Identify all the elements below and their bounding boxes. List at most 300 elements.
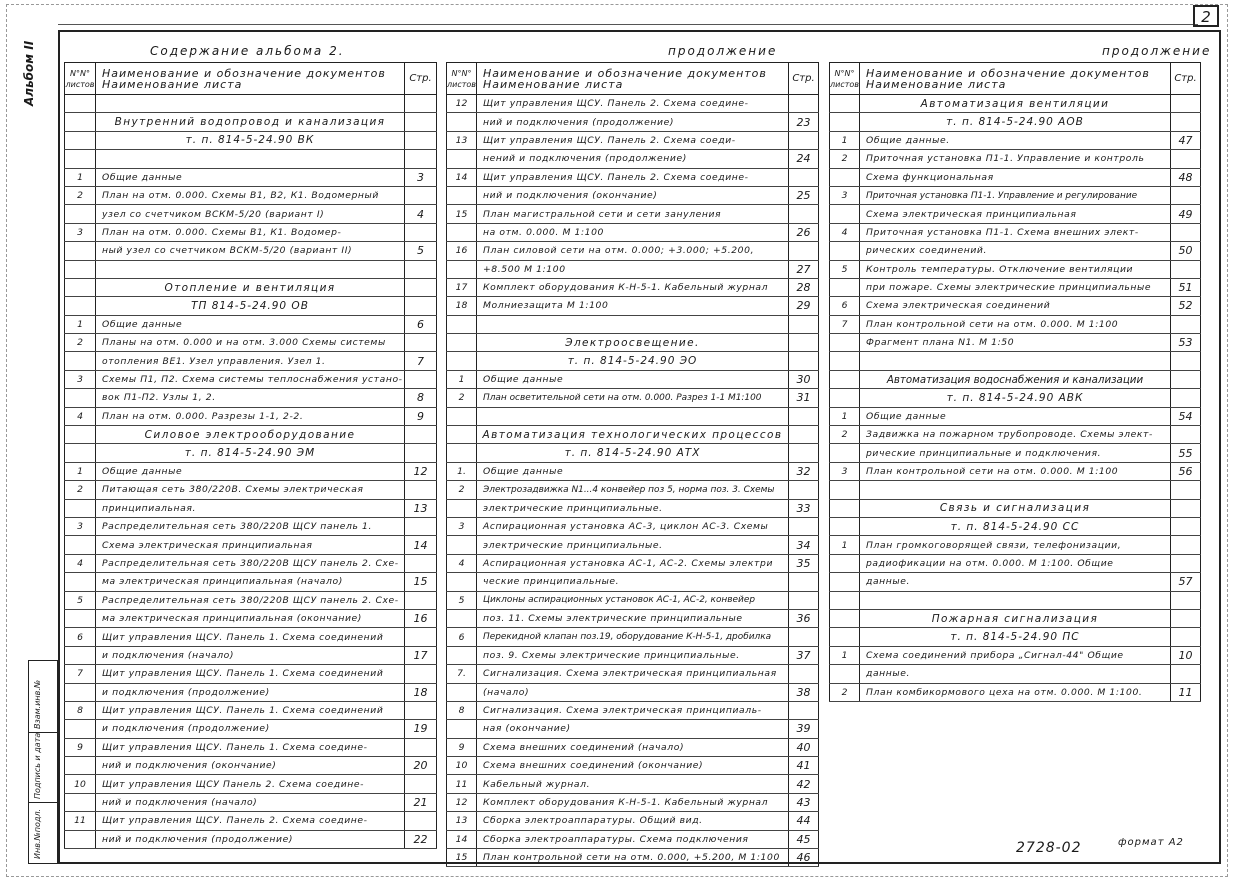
page-number-cell <box>405 775 437 793</box>
sheet-number-cell: 2 <box>447 481 477 499</box>
document-name-cell: и подключения (продолжение) <box>96 683 405 701</box>
page-number-cell <box>1171 315 1201 333</box>
page-number-cell <box>1171 554 1201 572</box>
table-row <box>830 444 1201 462</box>
document-name-cell: План на отм. 0.000. Схемы В1, К1. Водомер- <box>96 223 405 241</box>
document-name-cell <box>96 150 405 168</box>
table-row <box>447 628 819 646</box>
page-number-cell: 20 <box>405 757 437 775</box>
sheet-number-cell: 2 <box>830 150 860 168</box>
page-number-cell <box>405 554 437 572</box>
sheet-number-cell <box>65 757 96 775</box>
page-number-cell: 7 <box>405 352 437 370</box>
side-stamp-label: Взам.инв.№ <box>33 679 42 729</box>
sheet-number-cell <box>65 278 96 296</box>
sheet-number-cell <box>830 95 860 113</box>
page-number-cell: 27 <box>789 260 819 278</box>
table-row <box>65 462 437 480</box>
page-number-cell <box>789 701 819 719</box>
sheet-number-cell <box>447 315 477 333</box>
sheet-number-cell <box>830 278 860 296</box>
document-name-cell: Приточная установка П1-1. Схема внешних элект- <box>860 223 1171 241</box>
sheet-number-cell: 16 <box>447 242 477 260</box>
page-number-cell <box>1171 186 1201 204</box>
page-number-cell <box>405 665 437 683</box>
sheet-number-cell: 2 <box>447 389 477 407</box>
sheet-number-cell <box>447 573 477 591</box>
section-heading-cell: Автоматизация водоснабжения и канализации <box>860 370 1171 388</box>
table-row <box>447 444 819 462</box>
sheet-number-cell <box>447 186 477 204</box>
table-row <box>65 278 437 296</box>
table-row <box>65 389 437 407</box>
document-name-cell <box>860 591 1171 609</box>
album-label <box>18 40 40 110</box>
sheet-number-cell: 3 <box>65 223 96 241</box>
sheet-number-cell <box>830 481 860 499</box>
page-number-cell: 4 <box>405 205 437 223</box>
document-name-cell <box>96 95 405 113</box>
sheet-number-cell: 7 <box>830 315 860 333</box>
table-row <box>447 720 819 738</box>
sheet-number-cell <box>830 591 860 609</box>
side-stamp-cell <box>29 803 57 863</box>
table-row <box>830 168 1201 186</box>
sheet-number-cell: 12 <box>447 95 477 113</box>
page-number-cell <box>405 591 437 609</box>
table-row <box>65 407 437 425</box>
page-number-cell: 28 <box>789 278 819 296</box>
sheet-number-cell <box>447 260 477 278</box>
document-name-cell <box>477 315 789 333</box>
document-name-cell: Щит управления ЩСУ. Панель 2. Схема соедине- <box>96 812 405 830</box>
table-row <box>830 131 1201 149</box>
document-name-cell: Молниезащита М 1:100 <box>477 297 789 315</box>
page-number-cell <box>405 738 437 756</box>
sheet-number-cell: 5 <box>447 591 477 609</box>
document-name-cell: и подключения (продолжение) <box>96 720 405 738</box>
side-stamp-cell <box>29 661 57 733</box>
table-row <box>65 205 437 223</box>
header-sheet-number: N°N° листов <box>447 63 477 95</box>
page-number-cell: 41 <box>789 757 819 775</box>
sheet-number-cell <box>447 352 477 370</box>
sheet-number-cell: 1 <box>447 370 477 388</box>
table-row <box>447 830 819 848</box>
page-number-cell <box>405 186 437 204</box>
table-row <box>65 683 437 701</box>
table-row <box>447 150 819 168</box>
sheet-number-cell <box>447 683 477 701</box>
page-number-cell: 9 <box>405 407 437 425</box>
section-heading-cell: Отопление и вентиляция <box>96 278 405 296</box>
document-name-cell: ний и подключения (начало) <box>96 793 405 811</box>
page-number-cell <box>789 444 819 462</box>
table-row <box>830 113 1201 131</box>
page-number-cell <box>1171 628 1201 646</box>
document-name-cell: Фрагмент плана N1. М 1:50 <box>860 334 1171 352</box>
page-number-cell: 23 <box>789 113 819 131</box>
table-row <box>447 260 819 278</box>
table-row <box>830 407 1201 425</box>
table-row <box>65 812 437 830</box>
table-row <box>65 609 437 627</box>
document-name-cell <box>860 481 1171 499</box>
page-number-cell <box>405 131 437 149</box>
document-name-cell: рические принципиальные и подключения. <box>860 444 1171 462</box>
page-number-cell: 18 <box>405 683 437 701</box>
sheet-number-cell <box>65 793 96 811</box>
page-number-cell <box>1171 260 1201 278</box>
sheet-number-cell <box>447 426 477 444</box>
sheet-number-cell <box>830 168 860 186</box>
page-number-cell <box>405 150 437 168</box>
document-name-cell: Щит управления ЩСУ. Панель 1. Схема соединений <box>96 665 405 683</box>
table-row <box>447 95 819 113</box>
section-code-cell: т. п. 814-5-24.90 ВК <box>96 131 405 149</box>
page-number-cell <box>405 517 437 535</box>
contents-table-1-body <box>65 95 437 849</box>
document-name-cell: План силовой сети на отм. 0.000; +3.000; +5.200, <box>477 242 789 260</box>
sheet-number-cell <box>65 573 96 591</box>
table-row <box>65 150 437 168</box>
table-row <box>447 536 819 554</box>
document-name-cell: поз. 11. Схемы электрические принципиальные <box>477 609 789 627</box>
table-row <box>65 720 437 738</box>
sheet-number-cell <box>447 499 477 517</box>
section-code-cell: т. п. 814-5-24.90 АВК <box>860 389 1171 407</box>
sheet-number-cell: 1 <box>830 536 860 554</box>
sheet-number-cell <box>65 389 96 407</box>
document-name-cell: Общие данные <box>96 168 405 186</box>
table-row <box>65 517 437 535</box>
table-row <box>447 407 819 425</box>
document-name-cell: Щит управления ЩСУ Панель 2. Схема соедине- <box>96 775 405 793</box>
table-row <box>65 370 437 388</box>
document-name-cell: Общие данные <box>477 370 789 388</box>
table-row <box>447 278 819 296</box>
document-name-cell: ма электрическая принципиальная (окончание) <box>96 609 405 627</box>
document-name-cell: ный узел со счетчиком ВСКМ-5/20 (вариант II) <box>96 242 405 260</box>
table-row <box>65 352 437 370</box>
document-name-cell: План контрольной сети на отм. 0.000. М 1:100 <box>860 315 1171 333</box>
column-2-title: продолжение <box>668 44 778 58</box>
page-number-cell <box>405 701 437 719</box>
sheet-number-cell <box>447 536 477 554</box>
table-row <box>65 334 437 352</box>
table-row <box>830 628 1201 646</box>
sheet-number-cell: 1 <box>65 462 96 480</box>
document-name-cell: Контроль температуры. Отключение вентиляции <box>860 260 1171 278</box>
sheet-number-cell: 2 <box>65 186 96 204</box>
section-heading-cell: Пожарная сигнализация <box>860 609 1171 627</box>
table-row <box>65 481 437 499</box>
page-number-cell <box>789 95 819 113</box>
page-number-cell: 25 <box>789 186 819 204</box>
table-row <box>65 95 437 113</box>
sheet-number-cell <box>447 334 477 352</box>
page-number-cell <box>789 517 819 535</box>
top-border-line <box>58 24 1198 25</box>
page-number-cell <box>789 591 819 609</box>
table-row <box>65 242 437 260</box>
section-code-cell: т. п. 814-5-24.90 ПС <box>860 628 1171 646</box>
sheet-number-cell <box>830 334 860 352</box>
document-name-cell <box>477 407 789 425</box>
page-number-cell <box>405 812 437 830</box>
page-number-cell <box>789 573 819 591</box>
page-number-cell: 19 <box>405 720 437 738</box>
page-number-cell: 6 <box>405 315 437 333</box>
document-name-cell: Щит управления ЩСУ. Панель 1. Схема соедине- <box>96 738 405 756</box>
sheet-number-cell: 1 <box>65 315 96 333</box>
page-number-cell: 36 <box>789 609 819 627</box>
sheet-number-cell <box>65 242 96 260</box>
document-name-cell: при пожаре. Схемы электрические принципиальные <box>860 278 1171 296</box>
document-name-cell: Комплект оборудования К-Н-5-1. Кабельный журнал <box>477 278 789 296</box>
sheet-number-cell <box>65 536 96 554</box>
header-document-name: Наименование и обозначение документов Наименование листа <box>477 63 789 95</box>
section-heading-cell: Автоматизация технологических процессов <box>477 426 789 444</box>
document-name-cell: (начало) <box>477 683 789 701</box>
page-number-cell <box>789 131 819 149</box>
document-name-cell: Приточная установка П1-1. Управление и регулирование <box>860 186 1171 204</box>
sheet-number-cell: 7. <box>447 665 477 683</box>
header-document-name: Наименование и обозначение документов Наименование листа <box>96 63 405 95</box>
sheet-number-cell <box>65 95 96 113</box>
sheet-number-cell: 1. <box>447 462 477 480</box>
table-row <box>447 186 819 204</box>
side-stamp <box>28 660 58 864</box>
table-row <box>830 315 1201 333</box>
sheet-number-cell: 18 <box>447 297 477 315</box>
table-row <box>830 334 1201 352</box>
document-name-cell: Циклоны аспирационных установок АС-1, АС-2, конвейер <box>477 591 789 609</box>
page-number-cell <box>1171 223 1201 241</box>
page-number-cell <box>789 426 819 444</box>
document-name-cell: данные. <box>860 665 1171 683</box>
contents-table-2-body <box>447 95 819 867</box>
sheet-number-cell: 12 <box>447 793 477 811</box>
sheet-number-cell: 4 <box>65 407 96 425</box>
page-number-cell: 48 <box>1171 168 1201 186</box>
section-code-cell: т. п. 814-5-24.90 АОВ <box>860 113 1171 131</box>
sheet-number-cell <box>830 205 860 223</box>
page-number-cell: 46 <box>789 849 819 867</box>
document-name-cell: принципиальная. <box>96 499 405 517</box>
page-number-cell <box>405 297 437 315</box>
table-row <box>830 186 1201 204</box>
page-number-cell: 10 <box>1171 646 1201 664</box>
document-name-cell: План магистральной сети и сети зануления <box>477 205 789 223</box>
table-row <box>65 646 437 664</box>
document-name-cell: Электрозадвижка N1...4 конвейер поз 5, норма поз. 3. Схемы <box>477 481 789 499</box>
page-number-cell: 16 <box>405 609 437 627</box>
drawing-code: 2728-02 <box>1016 840 1082 856</box>
sheet-number-cell <box>830 573 860 591</box>
sheet-number-cell: 10 <box>447 757 477 775</box>
table-row <box>65 554 437 572</box>
sheet-number-cell <box>830 242 860 260</box>
sheet-number-cell: 4 <box>65 554 96 572</box>
table-row <box>447 517 819 535</box>
page-number-cell: 47 <box>1171 131 1201 149</box>
table-header-row <box>830 63 1201 95</box>
page-number-cell <box>405 628 437 646</box>
document-name-cell: Сборка электроаппаратуры. Схема подключения <box>477 830 789 848</box>
table-row <box>65 775 437 793</box>
table-row <box>447 757 819 775</box>
table-row <box>65 591 437 609</box>
document-name-cell: План на отм. 0.000. Схемы В1, В2, К1. Водомерный <box>96 186 405 204</box>
column-3-title: продолжение <box>1102 44 1212 58</box>
page-number-cell <box>1171 113 1201 131</box>
table-row <box>830 573 1201 591</box>
section-heading-cell: Электроосвещение. <box>477 334 789 352</box>
table-row <box>830 609 1201 627</box>
sheet-number-cell: 11 <box>65 812 96 830</box>
sheet-number-cell: 6 <box>447 628 477 646</box>
table-row <box>447 665 819 683</box>
table-row <box>830 499 1201 517</box>
page-number-cell: 22 <box>405 830 437 848</box>
document-name-cell: Схема электрическая соединений <box>860 297 1171 315</box>
table-row <box>447 168 819 186</box>
document-name-cell: Общие данные. <box>860 131 1171 149</box>
document-name-cell: радиофикации на отм. 0.000. М 1:100. Общие <box>860 554 1171 572</box>
table-row <box>65 738 437 756</box>
table-row <box>830 683 1201 701</box>
table-row <box>830 95 1201 113</box>
table-row <box>830 591 1201 609</box>
header-page: Стр. <box>1171 63 1201 95</box>
page-number-cell: 49 <box>1171 205 1201 223</box>
page-number-cell: 45 <box>789 830 819 848</box>
header-page: Стр. <box>405 63 437 95</box>
page-number-cell <box>789 352 819 370</box>
table-row <box>447 573 819 591</box>
sheet-number-cell: 4 <box>830 223 860 241</box>
document-name-cell: План контрольной сети на отм. 0.000. М 1:100 <box>860 462 1171 480</box>
section-code-cell: т. п. 814-5-24.90 ЭО <box>477 352 789 370</box>
table-row <box>447 775 819 793</box>
section-code-cell: т. п. 814-5-24.90 ЭМ <box>96 444 405 462</box>
table-row <box>65 499 437 517</box>
document-name-cell: Кабельный журнал. <box>477 775 789 793</box>
table-row <box>447 315 819 333</box>
page-number-cell <box>405 334 437 352</box>
document-name-cell: Общие данные <box>477 462 789 480</box>
page-number-cell <box>1171 426 1201 444</box>
table-row <box>447 131 819 149</box>
table-row <box>65 573 437 591</box>
document-name-cell: Схема внешних соединений (начало) <box>477 738 789 756</box>
page-number-cell: 54 <box>1171 407 1201 425</box>
document-name-cell: Схема электрическая принципиальная <box>96 536 405 554</box>
section-heading-cell: Автоматизация вентиляции <box>860 95 1171 113</box>
document-name-cell: Распределительная сеть 380/220В ЩСУ панель 2. Схе- <box>96 591 405 609</box>
document-name-cell: +8.500 М 1:100 <box>477 260 789 278</box>
sheet-number-cell <box>830 389 860 407</box>
table-row <box>447 701 819 719</box>
page-number-cell <box>1171 665 1201 683</box>
page-number-cell: 12 <box>405 462 437 480</box>
document-name-cell: нений и подключения (продолжение) <box>477 150 789 168</box>
page-number-cell: 32 <box>789 462 819 480</box>
document-name-cell: Щит управления ЩСУ. Панель 1. Схема соединений <box>96 628 405 646</box>
table-row <box>65 665 437 683</box>
sheet-number-cell <box>65 297 96 315</box>
document-name-cell: Приточная установка П1-1. Управление и контроль <box>860 150 1171 168</box>
document-name-cell: План комбикормового цеха на отм. 0.000. М 1:100. <box>860 683 1171 701</box>
sheet-number-cell: 3 <box>65 517 96 535</box>
sheet-number: 2 <box>1201 8 1211 26</box>
side-stamp-label: Подпись и дата <box>33 732 42 799</box>
table-row <box>830 205 1201 223</box>
table-row <box>65 536 437 554</box>
sheet-number-cell: 6 <box>65 628 96 646</box>
document-name-cell: поз. 9. Схемы электрические принципиальные. <box>477 646 789 664</box>
side-stamp-label: Инв.№подл. <box>33 808 42 859</box>
page-number-cell: 43 <box>789 793 819 811</box>
table-row <box>447 223 819 241</box>
contents-table-1 <box>64 62 437 849</box>
sheet-number-cell <box>447 444 477 462</box>
sheet-number-cell: 15 <box>447 849 477 867</box>
page-number-cell: 44 <box>789 812 819 830</box>
sheet-number-cell <box>65 444 96 462</box>
sheet-number-cell: 8 <box>447 701 477 719</box>
sheet-number-cell <box>830 665 860 683</box>
sheet-number-cell: 3 <box>447 517 477 535</box>
sheet-number-cell: 3 <box>65 370 96 388</box>
table-row <box>447 591 819 609</box>
sheet-number-cell <box>65 720 96 738</box>
sheet-number-box <box>1193 5 1219 27</box>
table-row <box>447 646 819 664</box>
table-row <box>447 334 819 352</box>
page-number-cell: 38 <box>789 683 819 701</box>
sheet-number-cell: 6 <box>830 297 860 315</box>
sheet-number-cell <box>830 517 860 535</box>
table-row <box>447 499 819 517</box>
page-number-cell: 8 <box>405 389 437 407</box>
page-number-cell <box>1171 370 1201 388</box>
table-row <box>830 536 1201 554</box>
section-heading-cell: Связь и сигнализация <box>860 499 1171 517</box>
page-number-cell: 57 <box>1171 573 1201 591</box>
page-number-cell <box>1171 352 1201 370</box>
page-number-cell: 14 <box>405 536 437 554</box>
document-name-cell: электрические принципиальные. <box>477 536 789 554</box>
section-heading-cell: Внутренний водопровод и канализация <box>96 113 405 131</box>
contents-table-3-body <box>830 95 1201 702</box>
sheet-number-cell <box>65 150 96 168</box>
section-heading-cell: Силовое электрооборудование <box>96 426 405 444</box>
sheet-number-cell: 4 <box>447 554 477 572</box>
sheet-number-cell <box>65 131 96 149</box>
header-document-name: Наименование и обозначение документов Наименование листа <box>860 63 1171 95</box>
table-row <box>830 223 1201 241</box>
sheet-number-cell: 9 <box>65 738 96 756</box>
table-row <box>830 370 1201 388</box>
document-name-cell: и подключения (начало) <box>96 646 405 664</box>
page-number-cell <box>405 444 437 462</box>
page-number-cell: 30 <box>789 370 819 388</box>
table-row <box>830 278 1201 296</box>
table-row <box>65 628 437 646</box>
document-name-cell: ма электрическая принципиальная (начало) <box>96 573 405 591</box>
